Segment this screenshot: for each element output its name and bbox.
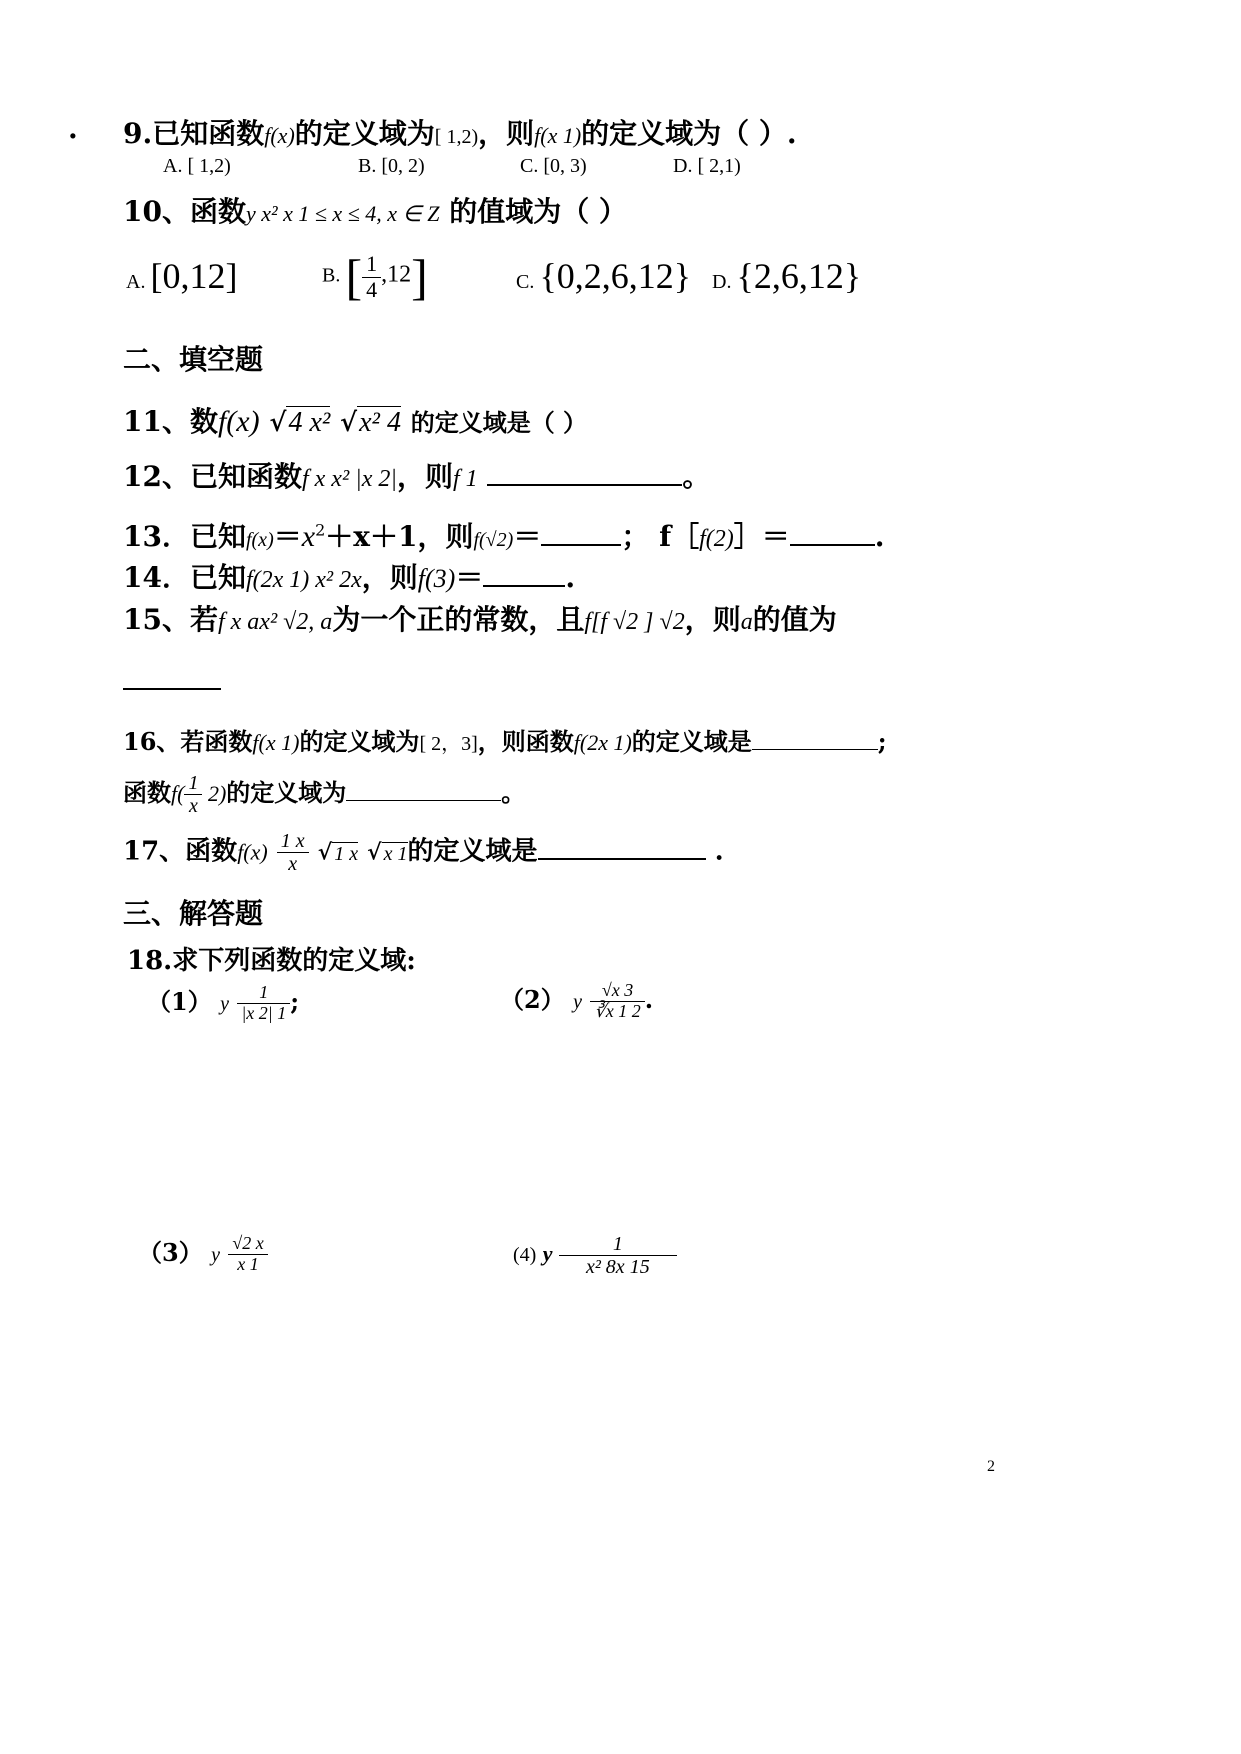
question-14 bbox=[123, 556, 575, 596]
q11-stem: 11、数 bbox=[123, 405, 218, 438]
q11-root-1: 4 x² bbox=[288, 407, 331, 438]
q18-p1-fraction: $\frac{1}{|x 2| 1}$ bbox=[237, 983, 290, 1024]
question-16-line-2 bbox=[123, 772, 525, 817]
q18-part-1 bbox=[147, 982, 299, 1024]
q16-domain: [ 2，3] bbox=[419, 733, 478, 755]
q10-option-d bbox=[712, 255, 861, 297]
q16-f2: f(2x 1) bbox=[573, 730, 632, 755]
q12-stem: 12、已知函数 bbox=[123, 460, 302, 493]
q10-expression: y x² x 1 ≤ x ≤ 4, x ∈ Z bbox=[245, 201, 440, 226]
q10-c-value: {0,2,6,12} bbox=[539, 256, 691, 296]
q9-option-d: D. [ 2,1) bbox=[673, 155, 741, 177]
q13-stem: 13．已知 bbox=[123, 520, 246, 553]
q16-answer-blank-2[interactable] bbox=[346, 800, 501, 801]
q9-domain: [ 1,2) bbox=[434, 126, 479, 148]
q12-expression-2: f 1 bbox=[453, 466, 478, 492]
question-13 bbox=[123, 515, 885, 555]
q13-f3: f(2) bbox=[699, 526, 734, 552]
q12-expression: f x x² |x 2| bbox=[301, 466, 397, 492]
q18-p4-y: y bbox=[542, 1241, 553, 1266]
q16-tail: ; bbox=[877, 727, 887, 756]
question-15 bbox=[123, 598, 837, 638]
q15-a: a bbox=[740, 609, 753, 635]
q18-part-3 bbox=[138, 1233, 268, 1275]
q13-text-4: ； f［ bbox=[621, 520, 700, 553]
q16-line2-stem: 函数 bbox=[123, 778, 171, 807]
question-18: 18.求下列函数的定义域: bbox=[127, 946, 416, 976]
q13-x: x bbox=[301, 520, 316, 553]
q18-p1-label: （1） bbox=[147, 987, 212, 1016]
q18-part-4 bbox=[513, 1233, 677, 1278]
q10-option-b: B. [ $\frac{1}{4}$ ,12] bbox=[322, 249, 428, 305]
q15-text-2: ，则 bbox=[684, 603, 741, 636]
q15-text-3: 的值为 bbox=[752, 603, 837, 636]
q12-tail: 。 bbox=[682, 460, 711, 493]
question-9 bbox=[123, 112, 797, 152]
q10-a-value: [0,12] bbox=[150, 256, 238, 296]
q14-text-2: ＝ bbox=[455, 561, 484, 594]
q9-text-3: 的定义域为（ ）. bbox=[581, 117, 797, 150]
q18-p1-y: y bbox=[220, 993, 229, 1015]
q14-text-1: ，则 bbox=[361, 561, 418, 594]
q10-a-label: A. bbox=[126, 271, 146, 293]
q10-c-label: C. bbox=[516, 271, 535, 293]
q10-option-a bbox=[126, 255, 238, 297]
q10-b-tail: ,12 bbox=[381, 261, 412, 288]
q16-f3-fraction: $\frac{1}{x}$ bbox=[184, 772, 202, 817]
q14-tail: . bbox=[565, 561, 576, 594]
q10-option-c bbox=[516, 255, 691, 297]
q17-root-2: x 1 bbox=[383, 842, 408, 865]
q18-p2-y: y bbox=[573, 991, 582, 1013]
q12-text-1: ，则 bbox=[396, 460, 453, 493]
bullet-mark: . bbox=[68, 112, 78, 145]
q18-p2-fraction: $\frac{√x 3}{∛x 1 2}$ bbox=[590, 981, 644, 1022]
q16-f1: f(x 1) bbox=[252, 730, 300, 755]
q13-text-1: ＝ bbox=[273, 520, 302, 553]
q13-answer-blank-1[interactable] bbox=[541, 544, 621, 546]
q15-expression: f x ax² √2, a bbox=[217, 609, 333, 635]
q13-text-2: ＋x＋1，则 bbox=[325, 520, 474, 553]
question-12 bbox=[123, 455, 710, 495]
q13-text-3: ＝ bbox=[513, 520, 542, 553]
q16-f3-post: 2) bbox=[202, 781, 227, 806]
q13-tail: . bbox=[874, 520, 885, 553]
q9-f2: f(x 1) bbox=[534, 123, 582, 148]
q18-part-2 bbox=[500, 980, 653, 1022]
q17-answer-blank[interactable] bbox=[538, 858, 706, 860]
q16-text-3: 的定义域是 bbox=[631, 727, 752, 756]
question-17: 17、函数f(x) $\frac{1 x}{x}$ √ 1 x √ x 1的定义域是 . bbox=[123, 830, 724, 875]
q10-d-label: D. bbox=[712, 271, 732, 293]
question-16 bbox=[123, 722, 887, 757]
q13-f2: f(√2) bbox=[473, 529, 514, 551]
q10-stem: 10、函数 bbox=[123, 195, 246, 228]
q18-p2-tail: . bbox=[644, 985, 654, 1014]
q11-tail: 的定义域是（ ） bbox=[410, 408, 588, 437]
q14-answer-blank[interactable] bbox=[483, 585, 565, 587]
q16-text-1: 的定义域为 bbox=[299, 727, 420, 756]
q10-b-fraction: $\frac{1}{4}$ bbox=[362, 252, 381, 301]
q13-answer-blank-2[interactable] bbox=[790, 544, 875, 546]
question-10 bbox=[123, 190, 627, 230]
q15-answer-blank[interactable] bbox=[123, 688, 221, 690]
q9-text-1: 的定义域为 bbox=[294, 117, 435, 150]
q15-text-1: 为一个正的常数，且 bbox=[332, 603, 585, 636]
section-heading-solutions: 三、解答题 bbox=[123, 897, 264, 930]
q17-root-1: 1 x bbox=[334, 842, 359, 865]
q15-stem: 15、若 bbox=[123, 603, 218, 636]
q9-text-2: ，则 bbox=[478, 117, 535, 150]
q9-option-c: C. [0, 3) bbox=[520, 155, 587, 177]
q18-p3-label: （3） bbox=[138, 1238, 203, 1267]
q14-stem: 14．已知 bbox=[123, 561, 246, 594]
q10-b-label: B. bbox=[322, 264, 341, 287]
q14-expression: f(2x 1) x² 2x bbox=[245, 567, 362, 593]
q9-stem: 9.已知函数 bbox=[123, 117, 265, 150]
q15-expression-2: f[f √2 ] √2 bbox=[584, 609, 685, 635]
q17-text-1: 的定义域是 bbox=[407, 836, 538, 867]
page-number: 2 bbox=[987, 1458, 995, 1475]
q18-p3-fraction: $\frac{√2 x}{x 1}$ bbox=[228, 1234, 267, 1275]
q16-stem: 16、若函数 bbox=[123, 727, 253, 756]
q9-option-b: B. [0, 2) bbox=[358, 155, 425, 177]
q9-option-a: A. [ 1,2) bbox=[163, 155, 231, 177]
q17-fraction: $\frac{1 x}{x}$ bbox=[277, 830, 309, 875]
q10-d-value: {2,6,12} bbox=[736, 256, 862, 296]
q18-p4-fraction: $\frac{1}{\text{x² 8x 15}}$ bbox=[559, 1233, 677, 1278]
q13-sup: 2 bbox=[315, 520, 326, 540]
q17-stem: 17、函数 bbox=[123, 836, 238, 867]
q18-p4-label: (4) bbox=[513, 1244, 537, 1266]
q11-root-2: x² 4 bbox=[359, 407, 401, 438]
q9-f1: f(x) bbox=[264, 123, 295, 148]
q18-p2-label: （2） bbox=[500, 985, 565, 1014]
q17-tail: . bbox=[714, 836, 724, 867]
q16-f3-pre: f( bbox=[171, 781, 185, 806]
q16-text-2: ，则函数 bbox=[477, 727, 574, 756]
q13-f1: f(x) bbox=[245, 529, 274, 551]
question-11: 11、数f(x) √4 x² √x² 4 的定义域是（ ） bbox=[123, 405, 588, 438]
q16-tail-2: 。 bbox=[501, 778, 526, 807]
q16-answer-blank-1[interactable] bbox=[752, 749, 878, 750]
q14-f: f(3) bbox=[417, 564, 456, 593]
q11-f: f(x) bbox=[217, 405, 260, 438]
q16-text-4: 的定义域为 bbox=[226, 778, 347, 807]
q18-p1-tail: ; bbox=[290, 987, 300, 1016]
section-heading-fill-in: 二、填空题 bbox=[123, 343, 264, 376]
q17-f: f(x) bbox=[237, 839, 268, 865]
q12-answer-blank[interactable] bbox=[487, 484, 682, 486]
q18-p3-y: y bbox=[211, 1244, 220, 1266]
q13-text-5: ］＝ bbox=[733, 520, 790, 553]
q10-text-1: 的值域为（ ） bbox=[449, 195, 627, 228]
